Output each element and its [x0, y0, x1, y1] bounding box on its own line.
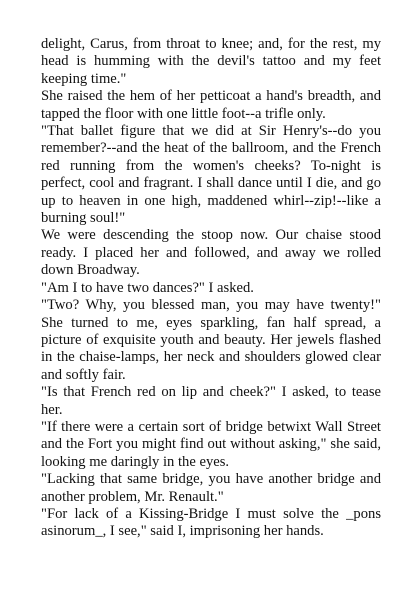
document-page [41, 36, 381, 541]
paragraph-10: "For lack of a Kissing-Bridge I must solve the _pons asinorum_, I see," said I, imprisoning her hands. [41, 505, 381, 540]
paragraph-7: "Is that French red on lip and cheek?" I asked, to tease her. [41, 384, 381, 418]
paragraph-3: "That ballet figure that we did at Sir Henry's--do you remember?--and the heat of the ballroom, and the French red running from the women's cheeks? To-night is perfect, cool and fragrant. I shall dance until I die, and go up to heaven in one high, maddened whirl--zip!--like a burning soul!" [41, 123, 381, 227]
paragraph-8: "If there were a certain sort of bridge betwixt Wall Street and the Fort you might find out without asking," she said, looking me daringly in the eyes. [41, 418, 381, 470]
paragraph-1: delight, Carus, from throat to knee; and, for the rest, my head is humming with the devil's tattoo and my feet keeping time." [41, 36, 381, 87]
paragraph-4: We were descending the stoop now. Our chaise stood ready. I placed her and followed, and away we rolled down Broadway. [41, 227, 381, 279]
paragraph-2: She raised the hem of her petticoat a hand's breadth, and tapped the floor with one little foot--a trifle only. [41, 88, 381, 122]
paragraph-6: "Two? Why, you blessed man, you may have twenty!" She turned to me, eyes sparkling, fan half spread, a picture of exquisite youth and beauty. Her jewels flashed in the chaise-lamps, her neck and shoulders glowed clear and softly fair. [41, 297, 381, 383]
paragraph-5: "Am I to have two dances?" I asked. [41, 279, 254, 296]
paragraph-9: "Lacking that same bridge, you have another bridge and another problem, Mr. Renault." [41, 471, 381, 505]
